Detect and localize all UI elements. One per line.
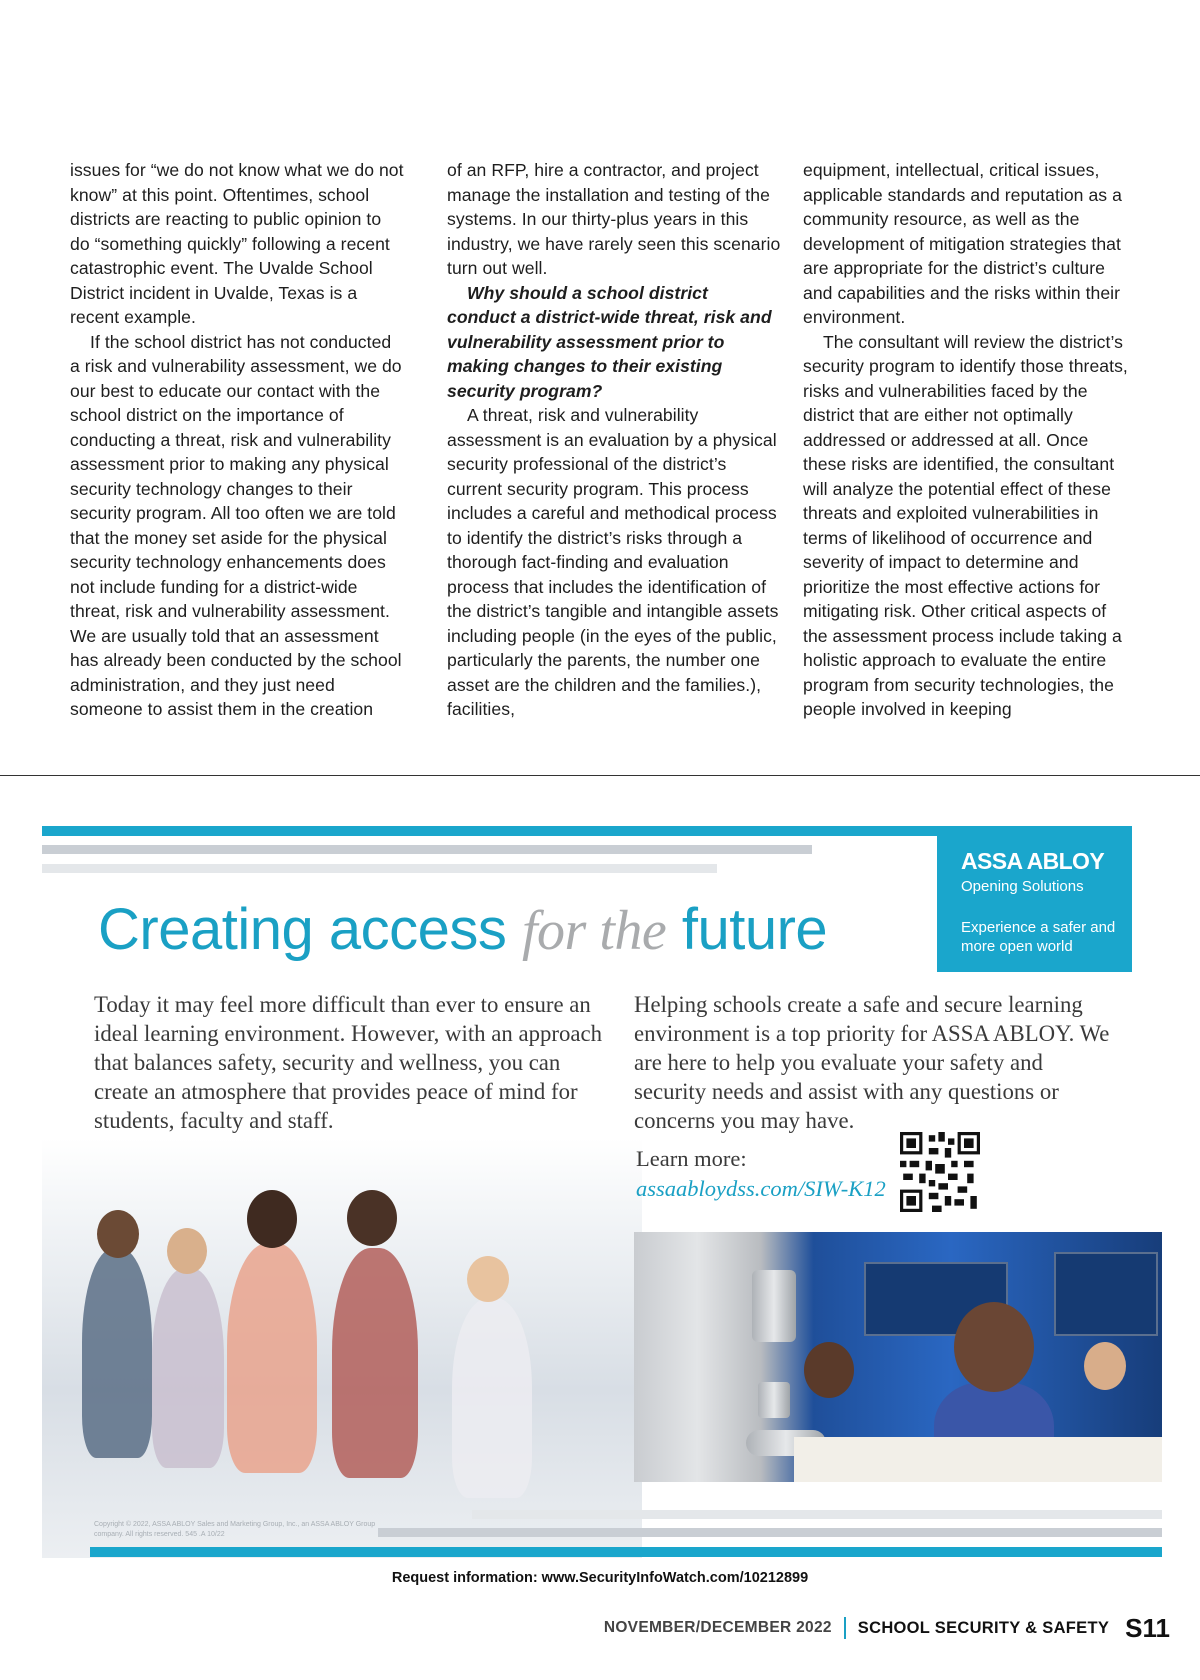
grey-bar (472, 1510, 1162, 1519)
copyright-text: Copyright © 2022, ASSA ABLOY Sales and Marketing Group, Inc., an ASSA ABLOY Group company. All rights reserved. 545 .A 10/22 (94, 1521, 376, 1538)
learn-more-link[interactable]: assaabloydss.com/SIW-K12 (636, 1176, 886, 1201)
headline-part: Creating access (98, 897, 522, 962)
headline-part: for the (521, 900, 667, 962)
paragraph: issues for “we do not know what we do not know” at this point. Oftentimes, school districts are reacting to public opinion to do “something quickly” following a recent catastrophic event. The Uvalde School District incident in Uvalde, Texas is a recent example. (70, 160, 404, 327)
headline-part: future (666, 897, 828, 962)
grey-bar (42, 845, 812, 854)
brand-box (937, 826, 1132, 972)
classroom-lock-photo (634, 1232, 1162, 1482)
brand-tagline: Experience a safer and more open world (961, 919, 1116, 955)
ad-right-text: Helping schools create a safe and secure learning environment is a top priority for ASSA ABLOY. We are here to help you evaluate your safety and security needs and assist with any questions or concerns you may have. (634, 992, 1110, 1133)
brand-subtitle: Opening Solutions (961, 878, 1084, 895)
article-column-2 (447, 158, 781, 722)
paragraph: of an RFP, hire a contractor, and project manage the installation and testing of the systems. In our thirty-plus years in this industry, we have rarely seen this scenario turn out well. (447, 160, 781, 278)
paragraph: A threat, risk and vulnerability assessment is an evaluation by a physical security professional of the district’s current security program. This process includes a careful and methodical process to identify the district’s risks through a thorough fact-finding and evaluation process that includes the identification of the district’s tangible and intangible assets including people (in the eyes of the public, particularly the parents, the number one asset are the children and the families.), facilities, (447, 405, 779, 719)
subheading-question: Why should a school district conduct a district-wide threat, risk and vulnerability assessment prior to making changes to their existing security program? (447, 282, 772, 401)
ad-left-text: Today it may feel more difficult than ever to ensure an ideal learning environment. However, with an approach that balances safety, security and wellness, you can create an atmosphere that provides peace of mind for students, faculty and staff. (94, 992, 603, 1133)
magazine-name: SCHOOL SECURITY & SAFETY (857, 1618, 1110, 1637)
page-footer (604, 1608, 1170, 1648)
article-column-1 (70, 158, 404, 722)
article-column-3 (803, 158, 1133, 722)
accent-bar (90, 1547, 1162, 1557)
grey-bar (378, 1528, 1162, 1537)
page-number: S11 (1125, 1612, 1170, 1643)
children-running-photo (42, 1138, 642, 1558)
grey-bar (42, 864, 717, 873)
article-body (70, 158, 1134, 748)
request-information[interactable]: Request information: www.SecurityInfoWatch.com/10212899 (391, 1570, 809, 1586)
brand-logo: ASSA ABLOY (961, 848, 1105, 874)
paragraph: The consultant will review the district’s security program to identify those threats, risks and vulnerabilities faced by the district that are either not optimally addressed or addressed at all. Once these risks are identified, the consultant will analyze the potential effect of these threats and exploited vulnerabilities in terms of likelihood of occurrence and severity of impact to determine and prioritize the most effective actions for mitigating risk. Other critical aspects of the assessment process include taking a holistic approach to evaluate the entire program from security technologies, the people involved in keeping (803, 331, 1128, 719)
learn-more-label: Learn more: (636, 1146, 747, 1171)
paragraph: equipment, intellectual, critical issues, applicable standards and reputation as a community resource, as well as the development of mitigation strategies that are appropriate for the district’s culture and capabilities and the risks within their environment. (803, 160, 1122, 327)
paragraph: If the school district has not conducted a risk and vulnerability assessment, we do our best to educate our contact with the school district on the importance of conducting a threat, risk and vulnerability assessment prior to making any physical security technology changes to their security program. All too often we are told that the money set aside for the physical security technology enhancements does not include funding for a district-wide threat, risk and vulnerability assessment. We are usually told that an assessment has already been conducted by the school administration, and they just need someone to assist them in the creation (70, 331, 402, 719)
footer-separator (844, 1617, 846, 1639)
ad-headline (98, 895, 827, 966)
issue-date: NOVEMBER/DECEMBER 2022 (603, 1619, 832, 1636)
section-divider (0, 775, 1200, 776)
qr-code-icon[interactable] (900, 1132, 980, 1212)
